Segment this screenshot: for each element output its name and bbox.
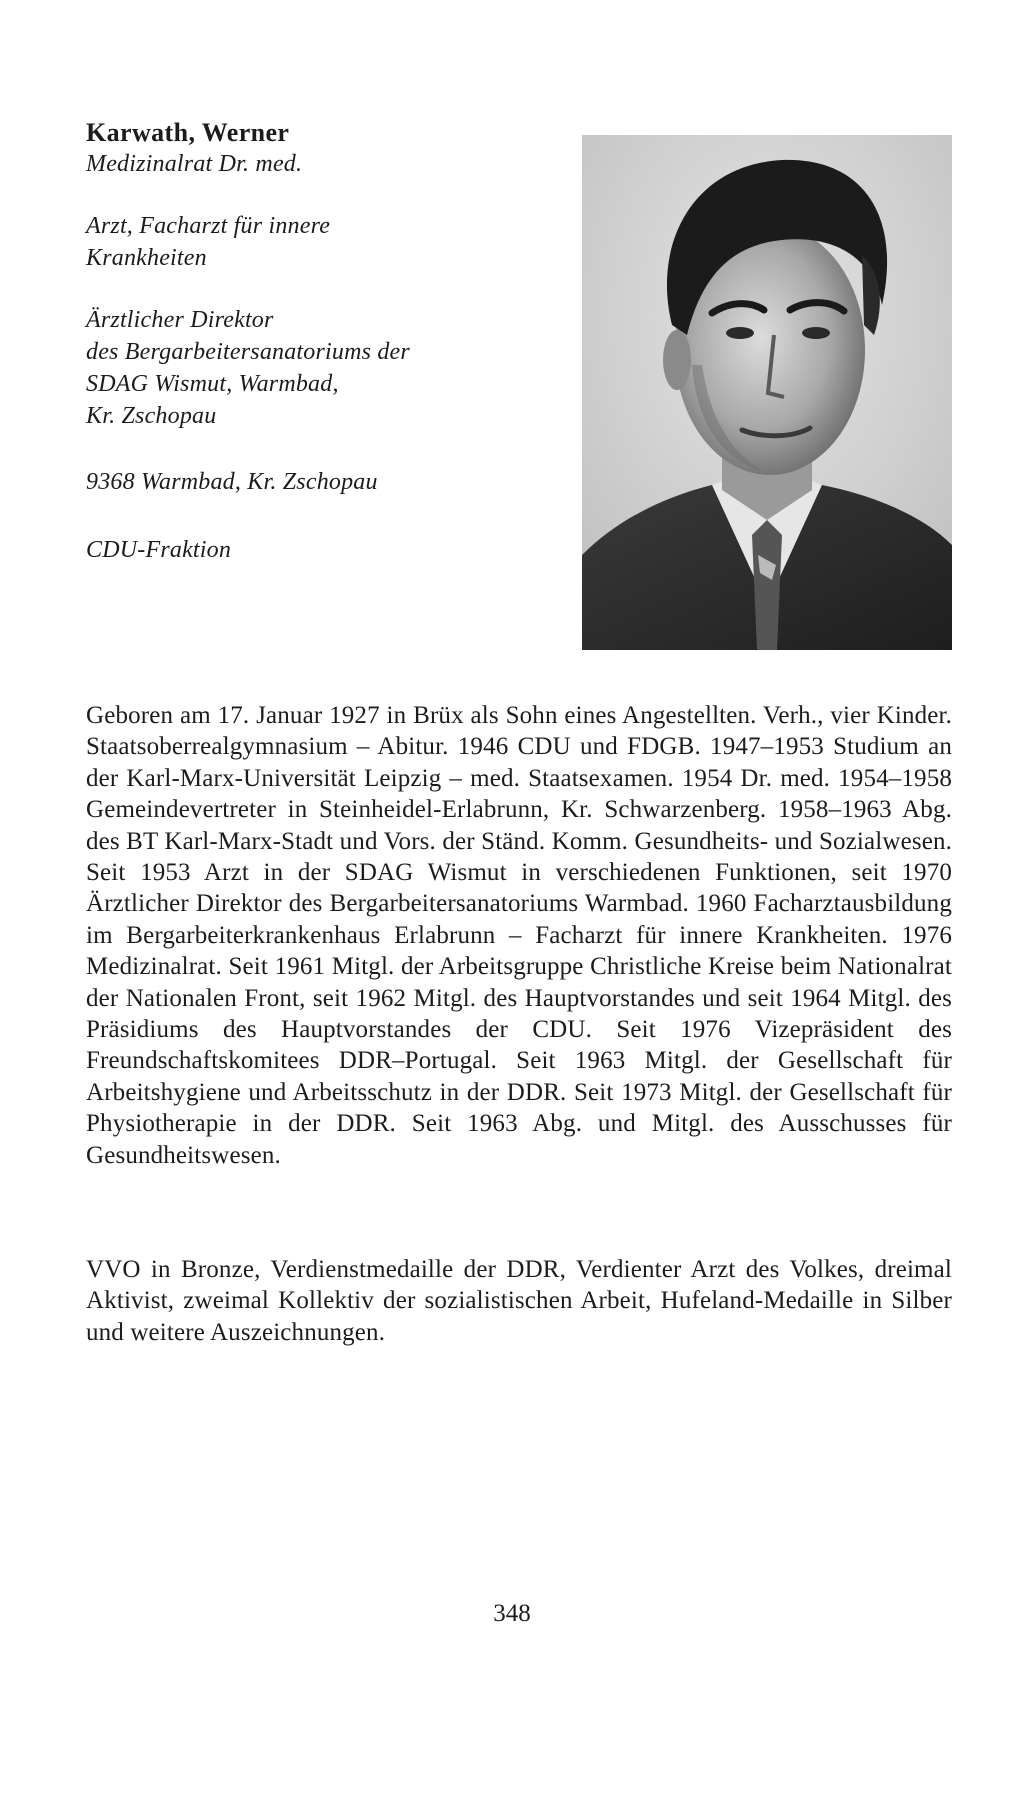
person-title: Medizinalrat Dr. med.: [86, 151, 303, 177]
person-name: Karwath, Werner: [86, 118, 290, 147]
profession-line-2: Krankheiten: [86, 245, 207, 271]
position-line-3: SDAG Wismut, Warmbad,: [86, 371, 339, 397]
profession-line-1: Arzt, Facharzt für innere: [86, 213, 331, 239]
biography: [86, 700, 952, 1171]
awards: [86, 1254, 952, 1348]
portrait-photo: [582, 135, 952, 650]
biography-text: Geboren am 17. Januar 1927 in Brüx als Sohn eines Angestellten. Verh., vier Kinder. Staatsoberrealgymnasium – Abitur. 1946 CDU und FDGB. 1947–1953 Studium an der Karl-Marx-Universität Leipzig – med. Staatsexamen. 1954 Dr. med. 1954–1958 Gemeindevertreter in Steinheidel-Erlabrunn, Kr. Schwarzenberg. 1958–1963 Abg. des BT Karl-Marx-Stadt und Vors. der Ständ. Komm. Gesundheits- und Sozialwesen. Seit 1953 Arzt in der SDAG Wismut in verschiedenen Funktionen, seit 1970 Ärztlicher Direktor des Bergarbeitersanatoriums Warmbad. 1960 Facharztausbildung im Bergarbeiterkrankenhaus Erlabrunn – Facharzt für innere Krankheiten. 1976 Medizinalrat. Seit 1961 Mitgl. der Arbeitsgruppe Christliche Kreise beim Nationalrat der Nationalen Front, seit 1962 Mitgl. des Hauptvorstandes und seit 1964 Mitgl. des Präsidiums des Hauptvorstandes der CDU. Seit 1976 Vizepräsident des Freundschaftskomitees DDR–Portugal. Seit 1963 Mitgl. der Gesellschaft für Arbeitshygiene und Arbeitsschutz in der DDR. Seit 1973 Mitgl. der Gesellschaft für Physiotherapie in der DDR. Seit 1963 Abg. und Mitgl. des Ausschusses für Gesundheitswesen.: [86, 702, 952, 1169]
entry-header: [86, 118, 556, 566]
page-number: 348: [493, 1600, 531, 1627]
position-line-4: Kr. Zschopau: [86, 403, 217, 429]
position-line-2: des Bergarbeitersanatoriums der: [86, 339, 410, 365]
faction: CDU-Fraktion: [86, 537, 232, 563]
portrait-illustration: [582, 135, 952, 650]
awards-text: VVO in Bronze, Verdienstmedaille der DDR, Verdienter Arzt des Volkes, dreimal Aktivist, zweimal Kollektiv der sozialistischen Arbeit, Hufeland-Medaille in Silber und weitere Auszeichnungen.: [86, 1256, 952, 1346]
position-line-1: Ärztlicher Direktor: [86, 307, 274, 333]
address: 9368 Warmbad, Kr. Zschopau: [86, 469, 378, 495]
